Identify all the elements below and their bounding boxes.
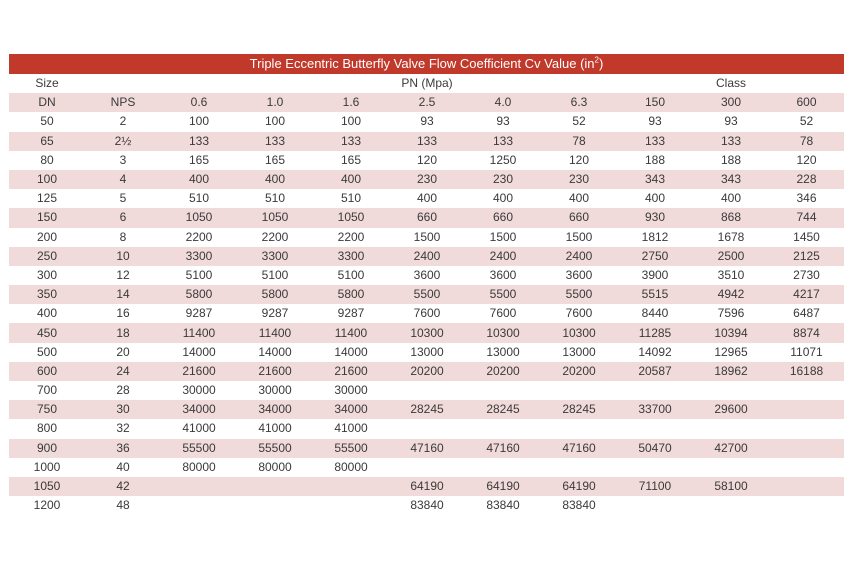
cv-table-body: [9, 74, 844, 515]
cv-table: [9, 74, 844, 515]
table-cell: 42700: [693, 439, 769, 458]
table-cell: 55500: [313, 439, 389, 458]
table-cell: 14000: [258, 344, 292, 359]
table-cell: 133: [617, 132, 693, 151]
table-cell: 3300: [237, 247, 313, 266]
table-cell: 5800: [313, 285, 389, 304]
table-cell: 660: [465, 208, 541, 227]
table-cell: 11400: [313, 323, 389, 342]
table-cell: [617, 458, 693, 477]
table-cell: 660: [541, 208, 617, 227]
table-cell: 11285: [617, 323, 693, 342]
table-cell: 11400: [161, 323, 237, 342]
table-row: [9, 304, 844, 323]
table-cell: 10300: [541, 323, 617, 342]
table-cell: [617, 496, 693, 515]
table-cell: 133: [465, 132, 541, 151]
table-cell: 1812: [641, 229, 669, 244]
table-cell: 6: [85, 208, 161, 227]
table-cell: 400: [492, 191, 514, 206]
table-cell: 47160: [465, 439, 541, 458]
table-cell: 2200: [261, 229, 289, 244]
table-cell: [161, 477, 237, 496]
table-cell: 7600: [489, 306, 517, 321]
table-cell: [237, 477, 313, 496]
table-row: [9, 189, 844, 208]
table-cell: 400: [237, 170, 313, 189]
table-cell: 30000: [182, 383, 216, 398]
table-cell: 133: [161, 132, 237, 151]
table-cell: 30: [85, 400, 161, 419]
table-cell: 80000: [182, 459, 216, 474]
table-cell: 1200: [33, 498, 61, 513]
table-cell: [541, 458, 617, 477]
table-row: [9, 343, 844, 362]
table-cell: 64190: [389, 477, 465, 496]
table-cell: 188: [720, 152, 742, 167]
table-row: [9, 458, 844, 477]
table-cell: 2730: [793, 267, 820, 282]
table-cell: 10: [85, 247, 161, 266]
table-cell: [693, 458, 769, 477]
table-title: [9, 54, 844, 74]
table-cell: 250: [9, 247, 85, 266]
table-cell: 2½: [85, 132, 161, 151]
table-cell: [389, 458, 465, 477]
table-cell: 55500: [237, 439, 313, 458]
table-row: [9, 400, 844, 419]
table-row: [9, 477, 844, 496]
table-cell: 400: [644, 191, 666, 206]
table-cell: [617, 381, 693, 400]
table-cell: [161, 496, 237, 515]
table-cell: 20200: [389, 362, 465, 381]
table-cell: 230: [541, 170, 617, 189]
table-cell: 1050: [313, 208, 389, 227]
table-cell: 1678: [717, 229, 745, 244]
table-cell: 230: [389, 170, 465, 189]
table-cell: [693, 496, 769, 515]
table-cell: 18: [85, 323, 161, 342]
table-cell: 32: [116, 421, 130, 436]
table-cell: 2400: [541, 247, 617, 266]
size-group-header: Size: [9, 74, 85, 93]
column-header: NPS: [85, 93, 161, 112]
table-cell: 16188: [769, 362, 844, 381]
table-row: [9, 170, 844, 189]
table-cell: 300: [36, 267, 58, 282]
table-cell: 13000: [486, 344, 520, 359]
table-cell: 9287: [337, 306, 365, 321]
table-cell: 8: [119, 229, 127, 244]
pn-group-header: PN (Mpa): [389, 74, 465, 93]
table-cell: 133: [693, 132, 769, 151]
table-cell: 5500: [541, 285, 617, 304]
table-cell: [541, 381, 617, 400]
table-cell: 21600: [161, 362, 237, 381]
table-cell: 47160: [389, 439, 465, 458]
table-cell: 18962: [693, 362, 769, 381]
table-cell: 28245: [541, 400, 617, 419]
table-cell: 20200: [541, 362, 617, 381]
table-cell: 200: [36, 229, 58, 244]
table-cell: 744: [769, 208, 844, 227]
table-cell: [693, 419, 769, 438]
table-row: [9, 112, 844, 131]
column-header: 6.3: [541, 93, 617, 112]
table-cell: 20: [116, 344, 130, 359]
table-cell: [465, 381, 541, 400]
table-cell: 21600: [313, 362, 389, 381]
table-cell: 28: [116, 383, 130, 398]
table-cell: [769, 439, 844, 458]
table-cell: 510: [340, 191, 362, 206]
table-cell: 343: [693, 170, 769, 189]
table-cell: 8874: [769, 323, 844, 342]
table-cell: 14092: [638, 344, 672, 359]
table-cell: 133: [313, 132, 389, 151]
table-cell: 230: [465, 170, 541, 189]
table-cell: 5515: [617, 285, 693, 304]
table-cell: 78: [541, 132, 617, 151]
table-cell: 3600: [413, 267, 441, 282]
table-cell: 1050: [9, 477, 85, 496]
table-cell: 133: [237, 132, 313, 151]
table-cell: [769, 400, 844, 419]
table-cell: 24: [85, 362, 161, 381]
table-title-suffix: ): [598, 56, 604, 71]
table-cell: 700: [36, 383, 58, 398]
table-cell: [389, 381, 465, 400]
column-header: 150: [617, 93, 693, 112]
table-cell: 930: [617, 208, 693, 227]
table-cell: 93: [496, 114, 510, 129]
table-cell: 41000: [182, 421, 216, 436]
table-cell: 500: [36, 344, 58, 359]
table-row: [9, 362, 844, 381]
table-cell: 4: [85, 170, 161, 189]
table-cell: 5: [119, 191, 127, 206]
table-row: [9, 285, 844, 304]
table-cell: 5100: [185, 267, 213, 282]
column-header-row: [9, 93, 844, 112]
table-cell: [769, 381, 844, 400]
table-cell: 2750: [617, 247, 693, 266]
table-cell: 9287: [185, 306, 213, 321]
column-header: 600: [769, 93, 844, 112]
table-cell: [617, 419, 693, 438]
table-cell: 5800: [237, 285, 313, 304]
table-cell: 350: [9, 285, 85, 304]
table-cell: 12: [116, 267, 130, 282]
table-cell: 93: [420, 114, 434, 129]
table-cell: 12965: [714, 344, 748, 359]
table-cell: 5500: [465, 285, 541, 304]
table-cell: 34000: [161, 400, 237, 419]
table-cell: 16: [116, 306, 130, 321]
table-cell: 40: [116, 459, 130, 474]
table-title-text: Triple Eccentric Butterfly Valve Flow Coefficient Cv Value (in: [249, 56, 595, 71]
table-cell: 165: [188, 152, 210, 167]
table-cell: 71100: [617, 477, 693, 496]
table-cell: 120: [416, 152, 438, 167]
column-header: DN: [9, 93, 85, 112]
table-cell: 1500: [565, 229, 593, 244]
table-cell: 34000: [237, 400, 313, 419]
table-cell: 1000: [33, 459, 61, 474]
table-title-superscript: 2: [594, 55, 599, 65]
table-cell: 52: [572, 114, 586, 129]
table-cell: 510: [188, 191, 210, 206]
table-cell: 5100: [337, 267, 365, 282]
class-group-header: Class: [693, 74, 769, 93]
table-cell: 5100: [261, 267, 289, 282]
table-cell: 400: [416, 191, 438, 206]
table-cell: 83840: [486, 498, 520, 513]
table-cell: [465, 458, 541, 477]
table-cell: 1050: [237, 208, 313, 227]
table-cell: 28245: [389, 400, 465, 419]
table-cell: 47160: [541, 439, 617, 458]
table-cell: 800: [36, 421, 58, 436]
column-header: 1.0: [237, 93, 313, 112]
table-cell: 2125: [769, 247, 844, 266]
table-cell: 36: [85, 439, 161, 458]
table-cell: 400: [313, 170, 389, 189]
table-cell: 41000: [334, 421, 368, 436]
table-cell: 93: [724, 114, 738, 129]
table-cell: 8440: [641, 306, 669, 321]
table-cell: [313, 496, 389, 515]
table-cell: 11400: [237, 323, 313, 342]
column-header: 300: [693, 93, 769, 112]
table-cell: 2400: [465, 247, 541, 266]
table-cell: [465, 419, 541, 438]
table-cell: 100: [188, 114, 210, 129]
table-cell: 3600: [565, 267, 593, 282]
table-cell: 400: [720, 191, 742, 206]
table-cell: 30000: [258, 383, 292, 398]
table-cell: [237, 496, 313, 515]
table-cell: [769, 419, 844, 438]
table-row: [9, 132, 844, 151]
table-cell: 50: [40, 114, 54, 129]
table-cell: 2500: [693, 247, 769, 266]
table-cell: 100: [264, 114, 286, 129]
table-cell: 7600: [413, 306, 441, 321]
table-cell: [769, 496, 844, 515]
table-cell: 346: [796, 191, 817, 206]
column-header: 0.6: [161, 93, 237, 112]
table-cell: 125: [36, 191, 58, 206]
table-cell: 9287: [261, 306, 289, 321]
table-cell: 28245: [465, 400, 541, 419]
table-cell: [769, 477, 844, 496]
table-row: [9, 266, 844, 285]
group-header-row: [9, 74, 844, 93]
table-cell: 188: [644, 152, 666, 167]
table-cell: [693, 381, 769, 400]
table-row: [9, 228, 844, 247]
table-cell: 900: [9, 439, 85, 458]
table-row: [9, 151, 844, 170]
table-cell: 30000: [334, 383, 368, 398]
table-cell: [313, 477, 389, 496]
table-cell: 80000: [258, 459, 292, 474]
table-cell: 64190: [465, 477, 541, 496]
table-cell: 10394: [693, 323, 769, 342]
table-cell: 400: [36, 306, 58, 321]
table-row: [9, 439, 844, 458]
table-cell: [389, 419, 465, 438]
table-cell: 83840: [562, 498, 596, 513]
table-cell: 450: [9, 323, 85, 342]
table-cell: 48: [116, 498, 130, 513]
table-cell: 2200: [185, 229, 213, 244]
table-cell: 120: [568, 152, 590, 167]
table-cell: 14: [85, 285, 161, 304]
table-row: [9, 208, 844, 227]
table-cell: 3300: [313, 247, 389, 266]
table-cell: 5800: [161, 285, 237, 304]
table-cell: 7596: [717, 306, 745, 321]
table-cell: 80: [40, 152, 54, 167]
table-cell: 4217: [769, 285, 844, 304]
table-cell: 50470: [617, 439, 693, 458]
table-cell: 100: [9, 170, 85, 189]
table-cell: 7600: [565, 306, 593, 321]
table-cell: 228: [769, 170, 844, 189]
table-cell: 14000: [334, 344, 368, 359]
table-cell: 165: [340, 152, 362, 167]
table-cell: 1250: [489, 152, 517, 167]
table-cell: 133: [389, 132, 465, 151]
table-cell: 1500: [489, 229, 517, 244]
table-row: [9, 419, 844, 438]
column-header: 2.5: [389, 93, 465, 112]
table-cell: 65: [9, 132, 85, 151]
table-cell: [541, 419, 617, 438]
table-cell: 6487: [793, 306, 820, 321]
table-row: [9, 247, 844, 266]
table-cell: 1050: [161, 208, 237, 227]
table-cell: 100: [340, 114, 362, 129]
table-cell: 55500: [161, 439, 237, 458]
table-cell: 20200: [465, 362, 541, 381]
table-cell: 64190: [541, 477, 617, 496]
table-cell: 20587: [617, 362, 693, 381]
table-cell: 2: [119, 114, 127, 129]
table-cell: 750: [9, 400, 85, 419]
table-cell: 42: [85, 477, 161, 496]
table-cell: 11071: [790, 344, 823, 359]
table-cell: 2200: [337, 229, 365, 244]
table-cell: [769, 458, 844, 477]
table-cell: 3510: [717, 267, 745, 282]
table-cell: 3900: [641, 267, 669, 282]
table-cell: 14000: [182, 344, 216, 359]
column-header: 1.6: [313, 93, 389, 112]
table-cell: 93: [648, 114, 662, 129]
table-cell: 13000: [562, 344, 596, 359]
table-cell: 1500: [413, 229, 441, 244]
table-row: [9, 496, 844, 515]
table-cell: 3: [119, 152, 127, 167]
column-header: 4.0: [465, 93, 541, 112]
table-cell: 510: [264, 191, 286, 206]
table-cell: 41000: [258, 421, 292, 436]
table-cell: 4942: [693, 285, 769, 304]
table-row: [9, 381, 844, 400]
table-cell: 660: [389, 208, 465, 227]
table-cell: 83840: [410, 498, 444, 513]
table-cell: 400: [568, 191, 590, 206]
table-cell: 3300: [161, 247, 237, 266]
table-cell: 868: [693, 208, 769, 227]
table-cell: 165: [264, 152, 286, 167]
table-cell: 58100: [693, 477, 769, 496]
table-row: [9, 323, 844, 342]
table-cell: 13000: [410, 344, 444, 359]
table-cell: 33700: [617, 400, 693, 419]
table-cell: 600: [9, 362, 85, 381]
table-cell: 343: [617, 170, 693, 189]
table-cell: 120: [796, 152, 817, 167]
table-cell: 78: [769, 132, 844, 151]
table-cell: 10300: [389, 323, 465, 342]
table-cell: 52: [799, 114, 814, 129]
table-cell: 2400: [389, 247, 465, 266]
table-cell: 34000: [313, 400, 389, 419]
table-cell: 80000: [334, 459, 368, 474]
table-cell: 29600: [693, 400, 769, 419]
table-cell: 10300: [465, 323, 541, 342]
table-cell: 400: [161, 170, 237, 189]
document: [9, 54, 844, 515]
table-cell: 5500: [389, 285, 465, 304]
table-cell: 1450: [793, 229, 820, 244]
table-cell: 150: [9, 208, 85, 227]
table-cell: 3600: [489, 267, 517, 282]
table-cell: 21600: [237, 362, 313, 381]
